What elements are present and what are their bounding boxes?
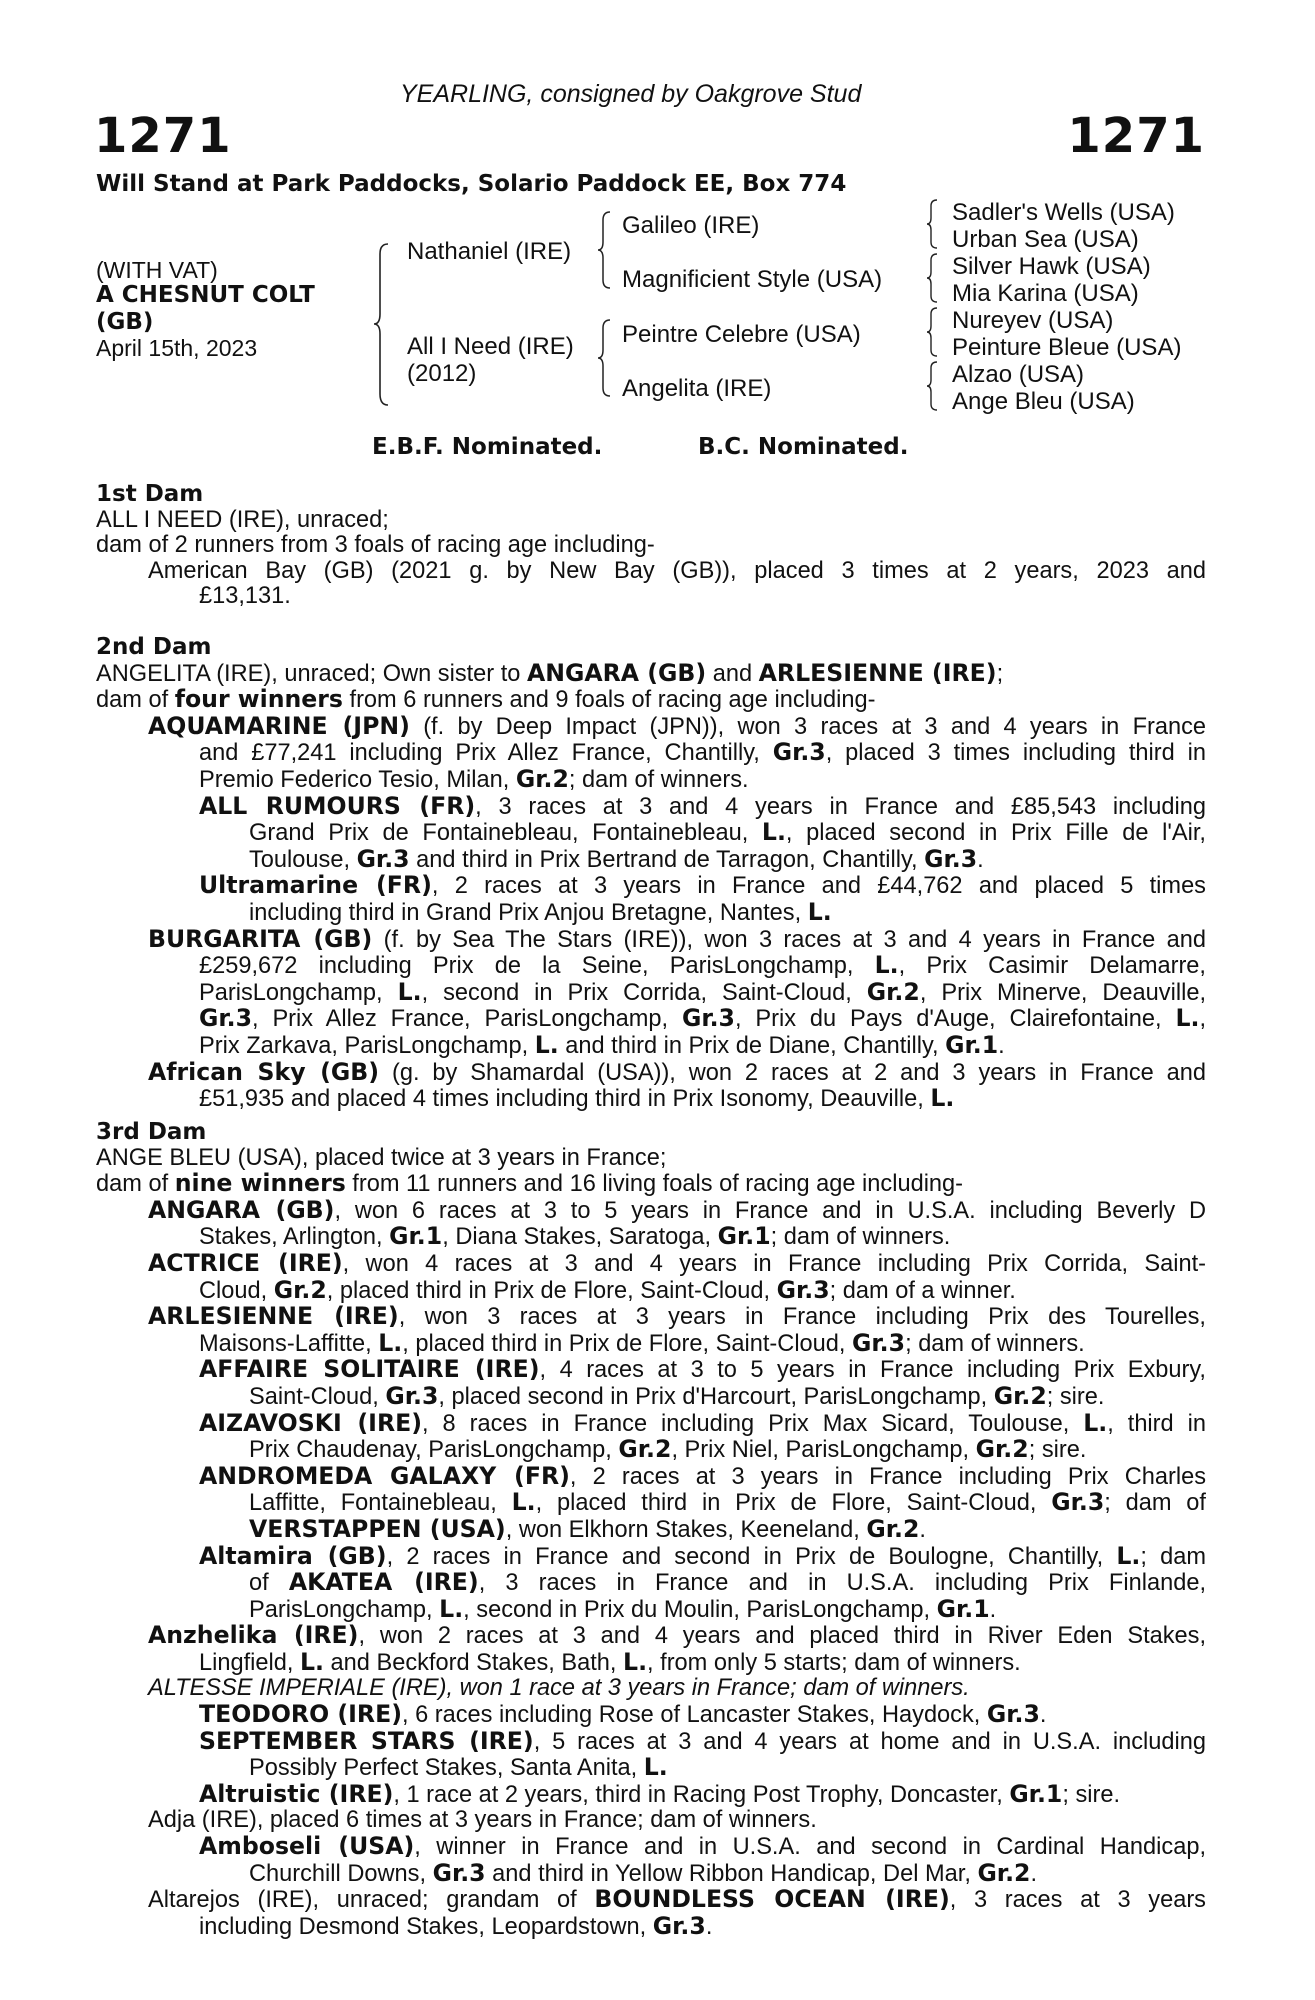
text-span: Gr.2 — [618, 1435, 672, 1464]
pedigree-ggs-2: Urban Sea (USA) — [952, 226, 1139, 253]
text-span: £259,672 including Prix de la Seine, ParisLongchamp, — [199, 953, 875, 980]
text-span: Lingfield, — [199, 1649, 300, 1676]
text-span: , second in Prix Corrida, Saint-Cloud, — [421, 979, 867, 1006]
text-span: (f. by Sea The Stars (IRE)), won 3 races at 3 and 4 years in France and — [372, 926, 1206, 953]
text-span: Gr.2 — [273, 1275, 327, 1304]
text-span: L. — [397, 977, 422, 1006]
text-span: dam of — [96, 1171, 175, 1198]
text-span: Altruistic (IRE) — [199, 1779, 394, 1808]
list-item — [96, 873, 1206, 900]
text-span: Gr.3 — [776, 1275, 830, 1304]
text-span: (g. by Shamardal (USA)), won 2 races at 2 and 3 years in France and — [379, 1059, 1206, 1086]
text-span: ANGARA (GB) — [526, 658, 707, 687]
pedigree-dam-year: (2012) — [407, 360, 477, 387]
pedigree-sire: Nathaniel (IRE) — [407, 238, 572, 265]
second-dam-produce — [96, 687, 1206, 714]
text-span: , Diana Stakes, Saratoga, — [442, 1224, 718, 1251]
pedigree-sire-sire: Galileo (IRE) — [622, 212, 760, 239]
first-dam-produce: dam of 2 runners from 3 foals of racing age including- — [96, 532, 655, 559]
pedigree-dam-sire: Peintre Celebre (USA) — [622, 321, 861, 348]
list-item-cont — [96, 1086, 1206, 1113]
text-span: L. — [439, 1594, 464, 1623]
lot-number-left: 1271 — [94, 108, 232, 164]
text-span: L. — [300, 1647, 324, 1676]
text-span: , winner in France and in U.S.A. and second in Cardinal Handicap, — [414, 1834, 1207, 1861]
text-span: L. — [1116, 1541, 1141, 1570]
list-item-cont — [96, 1647, 1206, 1677]
text-span: Altarejos (IRE), unraced; grandam of — [148, 1887, 595, 1914]
text-span: Gr.3 — [356, 844, 410, 873]
text-span: ; dam of — [1104, 1490, 1206, 1517]
text-span: ; dam of winners. — [770, 1224, 951, 1251]
list-item-cont — [96, 953, 1206, 980]
text-span: £51,935 and placed 4 times including third in Prix Isonomy, Deauville, — [199, 1086, 931, 1113]
text-span: Gr.3 — [772, 738, 826, 767]
third-dam-section — [96, 1120, 1206, 1940]
second-dam-heading: 2nd Dam — [96, 634, 212, 660]
text-span: ; dam of winners. — [905, 1330, 1085, 1357]
text-span: Amboseli (USA) — [199, 1832, 415, 1861]
text-span: , — [1199, 1006, 1206, 1033]
list-item — [96, 1779, 1206, 1809]
text-span: L. — [807, 897, 832, 926]
list-item — [96, 791, 1206, 821]
pedigree-brace-main — [372, 242, 390, 407]
text-span: Gr.3 — [924, 844, 978, 873]
list-item-cont — [96, 1381, 1206, 1411]
text-span: AFFAIRE SOLITAIRE (IRE) — [199, 1355, 540, 1384]
text-span: dam of — [96, 687, 175, 714]
list-item-cont — [96, 1224, 1206, 1251]
text-span: (f. by Deep Impact (JPN)), won 3 races at 3 and 4 years in France — [409, 713, 1207, 740]
text-span: ; dam of winners. — [568, 766, 749, 793]
text-span: , won 2 races at 3 and 4 years and placed third in River Eden Stakes, — [358, 1623, 1207, 1650]
text-span: Gr.1 — [1009, 1779, 1063, 1808]
list-item-cont — [96, 1911, 1206, 1941]
list-item-cont — [96, 1030, 1206, 1060]
list-item — [96, 1408, 1206, 1438]
text-span: Gr.2 — [993, 1381, 1047, 1410]
list-item-cont — [96, 1755, 1206, 1782]
text-span: Gr.1 — [945, 1030, 999, 1059]
text-span: , Prix Niel, ParisLongchamp, — [671, 1437, 976, 1464]
list-item-cont — [96, 1490, 1206, 1517]
horse-country: (GB) — [96, 309, 154, 335]
text-span: AQUAMARINE (JPN) — [148, 711, 410, 740]
list-item-cont — [96, 740, 1206, 767]
list-item-cont — [96, 844, 1206, 874]
pedigree-brace-dam — [596, 318, 612, 398]
text-span: and third in Prix Bertrand de Tarragon, Chantilly, — [409, 846, 925, 873]
list-item — [96, 1726, 1206, 1756]
text-span: including third in Grand Prix Anjou Bretagne, Nantes, — [249, 899, 808, 926]
text-span: , Prix Casimir Delamarre, — [898, 953, 1206, 980]
text-span: ANGELITA (IRE), unraced; Own sister to — [96, 660, 527, 687]
text-span: . — [989, 1596, 997, 1623]
horse-name: A CHESNUT COLT — [96, 282, 315, 308]
list-item: Adja (IRE), placed 6 times at 3 years in France; dam of winners. — [148, 1807, 817, 1834]
list-item — [96, 1834, 1206, 1861]
text-span: ARLESIENNE (IRE) — [148, 1302, 399, 1331]
list-item — [96, 1887, 1206, 1914]
second-dam-name — [96, 658, 1206, 688]
list-item — [96, 1057, 1206, 1087]
text-span: , second in Prix du Moulin, ParisLongchamp, — [463, 1596, 937, 1623]
list-item-cont — [96, 977, 1206, 1007]
text-span: L. — [761, 818, 786, 847]
text-span: Saint-Cloud, — [249, 1383, 386, 1410]
list-item — [96, 1357, 1206, 1384]
text-span: Grand Prix de Fontainebleau, Fontainebleau, — [249, 820, 762, 847]
text-span: and £77,241 including Prix Allez France, Chantilly, — [199, 740, 773, 767]
text-span: Gr.3 — [852, 1328, 906, 1357]
lot-number-right: 1271 — [1067, 108, 1205, 164]
text-span: L. — [378, 1328, 403, 1357]
text-span: L. — [643, 1753, 668, 1782]
text-span: Gr.3 — [986, 1700, 1040, 1729]
text-span: , 2 races at 3 years in France and £44,762 and placed 5 times — [431, 873, 1206, 900]
text-span: ALL RUMOURS (FR) — [199, 791, 476, 820]
text-span: . — [919, 1516, 926, 1543]
text-span: African Sky (GB) — [148, 1057, 380, 1086]
text-span: BOUNDLESS OCEAN (IRE) — [594, 1885, 950, 1914]
text-span: L. — [623, 1647, 648, 1676]
third-dam-heading: 3rd Dam — [96, 1119, 207, 1145]
text-span: Possibly Perfect Stakes, Santa Anita, — [249, 1755, 644, 1782]
text-span: , Prix Minerve, Deauville, — [919, 979, 1206, 1006]
pedigree-dam: All I Need (IRE) — [407, 333, 574, 360]
text-span: Ultramarine (FR) — [199, 871, 432, 900]
text-span: , placed third in Prix de Flore, Saint-Cloud, — [535, 1490, 1052, 1517]
text-span: and third in Prix de Diane, Chantilly, — [558, 1032, 946, 1059]
text-span: ; sire. — [1062, 1781, 1121, 1808]
text-span: , won Elkhorn Stakes, Keeneland, — [505, 1516, 867, 1543]
pedigree-brace-g1 — [925, 198, 939, 250]
pedigree-ggs-4: Mia Karina (USA) — [952, 280, 1139, 307]
text-span: SEPTEMBER STARS (IRE) — [199, 1726, 534, 1755]
text-span: , 8 races in France including Prix Max Sicard, Toulouse, — [422, 1410, 1084, 1437]
text-span: , won 4 races at 3 and 4 years in France including Prix Corrida, Saint- — [342, 1250, 1206, 1277]
text-span: and — [706, 660, 759, 687]
list-item-cont — [96, 1437, 1206, 1464]
text-span: Gr.2 — [866, 977, 920, 1006]
text-span: Gr.3 — [432, 1858, 486, 1887]
text-span: . — [1030, 1860, 1038, 1887]
bc-nomination: B.C. Nominated. — [698, 434, 909, 460]
list-item-cont — [96, 897, 1206, 927]
text-span: ANGARA (GB) — [148, 1195, 335, 1224]
text-span: Toulouse, — [249, 846, 357, 873]
text-span: and third in Yellow Ribbon Handicap, Del Mar, — [485, 1860, 978, 1887]
text-span: , won 1 race at 3 years in France; dam of winners. — [446, 1675, 970, 1702]
text-span: Gr.1 — [389, 1222, 443, 1251]
list-item — [96, 1702, 1206, 1729]
text-span: Gr.2 — [977, 1858, 1031, 1887]
list-item — [96, 1541, 1207, 1571]
list-item-cont — [96, 1514, 1206, 1544]
text-span: ; sire. — [1046, 1383, 1105, 1410]
text-span: Churchill Downs, — [249, 1860, 433, 1887]
pedigree-ggs-8: Ange Bleu (USA) — [952, 388, 1135, 415]
ebf-nomination: E.B.F. Nominated. — [372, 434, 603, 460]
pedigree-brace-sire — [596, 210, 612, 290]
text-span: , placed third in Prix de Flore, Saint-Cloud, — [402, 1330, 853, 1357]
text-span: , 1 race at 2 years, third in Racing Post Trophy, Doncaster, — [393, 1781, 1010, 1808]
consignment-subheading: YEARLING, consigned by Oakgrove Stud — [400, 80, 862, 108]
text-span: ARLESIENNE (IRE) — [758, 658, 997, 687]
text-span: Gr.3 — [1051, 1488, 1105, 1517]
text-span: , 2 races in France and second in Prix de Boulogne, Chantilly, — [386, 1543, 1117, 1570]
text-span: Laffitte, Fontainebleau, — [249, 1490, 512, 1517]
vat-note: (WITH VAT) — [96, 257, 218, 283]
pedigree-ggs-5: Nureyev (USA) — [952, 307, 1114, 334]
third-dam-produce — [96, 1171, 1206, 1198]
list-item — [96, 1195, 1206, 1225]
text-span: Gr.2 — [975, 1435, 1029, 1464]
text-span: AKATEA (IRE) — [288, 1568, 479, 1597]
first-dam-heading: 1st Dam — [96, 481, 204, 507]
pedigree-brace-g3 — [925, 306, 939, 358]
text-span: Maisons-Laffitte, — [199, 1330, 379, 1357]
text-span: Gr.3 — [652, 1911, 706, 1940]
text-span: ANDROMEDA GALAXY (FR) — [199, 1461, 570, 1490]
list-item-cont — [96, 1594, 1206, 1624]
text-span: , from only 5 starts; dam of winners. — [647, 1649, 1021, 1676]
text-span: L. — [534, 1030, 559, 1059]
text-span: , placed 3 times including third in — [825, 740, 1206, 767]
stand-location: Will Stand at Park Paddocks, Solario Paddock EE, Box 774 — [96, 171, 847, 197]
list-item: American Bay (GB) (2021 g. by New Bay (GB)), placed 3 times at 2 years, 2023 and — [148, 557, 1206, 584]
text-span: , 2 races at 3 years in France including Prix Charles — [569, 1463, 1206, 1490]
text-span: , 3 races in France and in U.S.A. including Prix Finlande, — [478, 1570, 1206, 1597]
text-span: L. — [1175, 1004, 1200, 1033]
text-span: L. — [1083, 1408, 1108, 1437]
text-span: ; dam — [1140, 1543, 1207, 1570]
text-span: Altamira (GB) — [199, 1541, 387, 1570]
text-span: from 6 runners and 9 foals of racing age including- — [342, 687, 876, 714]
text-span: , third in — [1107, 1410, 1206, 1437]
text-span: of — [249, 1570, 289, 1597]
text-span: Premio Federico Tesio, Milan, — [199, 766, 516, 793]
list-item-cont — [96, 1858, 1206, 1888]
list-item-cont — [96, 1570, 1206, 1597]
text-span: Prix Zarkava, ParisLongchamp, — [199, 1032, 535, 1059]
pedigree-ggs-6: Peinture Bleue (USA) — [952, 334, 1182, 361]
text-span: L. — [511, 1488, 536, 1517]
pedigree-brace-g2 — [925, 252, 939, 304]
text-span: from 11 runners and 16 living foals of racing age including- — [345, 1171, 964, 1198]
text-span: . — [998, 1032, 1005, 1059]
text-span: , won 3 races at 3 years in France including Prix des Tourelles, — [398, 1304, 1206, 1331]
pedigree-sire-dam: Magnificient Style (USA) — [622, 266, 883, 293]
text-span: Gr.3 — [681, 1004, 735, 1033]
list-item — [96, 1304, 1206, 1331]
second-dam-section — [96, 635, 1206, 1113]
first-dam-name: ALL I NEED (IRE), unraced; — [96, 506, 389, 533]
list-item-cont — [96, 1275, 1206, 1305]
text-span: BURGARITA (GB) — [148, 924, 373, 953]
text-span: , 4 races at 3 to 5 years in France including Prix Exbury, — [539, 1357, 1206, 1384]
text-span: Stakes, Arlington, — [199, 1224, 390, 1251]
text-span: ParisLongchamp, — [249, 1596, 440, 1623]
text-span: Gr.2 — [866, 1514, 920, 1543]
list-item — [96, 1623, 1206, 1650]
text-span: , Prix Allez France, ParisLongchamp, — [252, 1006, 682, 1033]
list-item — [96, 1461, 1206, 1491]
list-item-cont — [96, 820, 1206, 847]
text-span: , won 6 races at 3 to 5 years in France and in U.S.A. including Beverly D — [334, 1197, 1206, 1224]
text-span: four winners — [174, 685, 343, 714]
pedigree-ggs-7: Alzao (USA) — [952, 361, 1085, 388]
text-span: . — [1039, 1702, 1047, 1729]
text-span: , 5 races at 3 and 4 years at home and in U.S.A. including — [533, 1728, 1206, 1755]
text-span: L. — [874, 951, 899, 980]
text-span: Gr.3 — [199, 1004, 253, 1033]
list-item — [96, 1676, 1206, 1702]
text-span: nine winners — [174, 1169, 346, 1198]
text-span: , placed third in Prix de Flore, Saint-Cloud, — [326, 1277, 777, 1304]
pedigree-dam-dam: Angelita (IRE) — [622, 375, 772, 402]
text-span: . — [977, 846, 984, 873]
pedigree-ggs-3: Silver Hawk (USA) — [952, 253, 1151, 280]
first-dam-section — [96, 482, 1206, 610]
text-span: Prix Chaudenay, ParisLongchamp, — [249, 1437, 619, 1464]
text-span: Cloud, — [199, 1277, 274, 1304]
text-span: ACTRICE (IRE) — [148, 1248, 343, 1277]
text-span: ; dam of a winner. — [829, 1277, 1016, 1304]
text-span: , placed second in Prix Fille de l'Air, — [785, 820, 1206, 847]
text-span: , 3 races at 3 years — [949, 1887, 1206, 1914]
list-item-cont — [96, 1006, 1206, 1033]
list-item-cont — [96, 1328, 1206, 1358]
foaling-date: April 15th, 2023 — [96, 335, 258, 361]
text-span: AIZAVOSKI (IRE) — [199, 1408, 423, 1437]
list-item — [96, 1248, 1206, 1278]
text-span: , 3 races at 3 and 4 years in France and £85,543 including — [475, 793, 1206, 820]
text-span: Gr.1 — [717, 1222, 771, 1251]
text-span: L. — [930, 1084, 955, 1113]
text-span: ; — [996, 660, 1004, 687]
text-span: Gr.1 — [936, 1594, 990, 1623]
third-dam-name: ANGE BLEU (USA), placed twice at 3 years in France; — [96, 1144, 667, 1171]
text-span: , placed second in Prix d'Harcourt, ParisLongchamp, — [438, 1383, 994, 1410]
text-span: . — [705, 1913, 713, 1940]
text-span: Anzhelika (IRE) — [148, 1621, 359, 1650]
text-span: and Beckford Stakes, Bath, — [324, 1649, 624, 1676]
text-span: VERSTAPPEN (USA) — [249, 1514, 506, 1543]
text-span: , Prix du Pays d'Auge, Clairefontaine, — [734, 1006, 1176, 1033]
list-item — [96, 711, 1207, 741]
text-span: TEODORO (IRE) — [199, 1700, 402, 1729]
pedigree-brace-g4 — [925, 360, 939, 412]
text-span: Gr.2 — [515, 764, 569, 793]
list-item-cont — [96, 764, 1206, 794]
list-item — [96, 924, 1206, 954]
pedigree-ggs-1: Sadler's Wells (USA) — [952, 199, 1175, 226]
text-span: ALTESSE IMPERIALE (IRE) — [148, 1675, 447, 1702]
list-item-cont: £13,131. — [199, 583, 291, 610]
text-span: ParisLongchamp, — [199, 979, 398, 1006]
text-span: including Desmond Stakes, Leopardstown, — [199, 1913, 653, 1940]
text-span: Gr.3 — [385, 1381, 439, 1410]
text-span: ; sire. — [1028, 1437, 1087, 1464]
text-span: , 6 races including Rose of Lancaster Stakes, Haydock, — [401, 1702, 987, 1729]
